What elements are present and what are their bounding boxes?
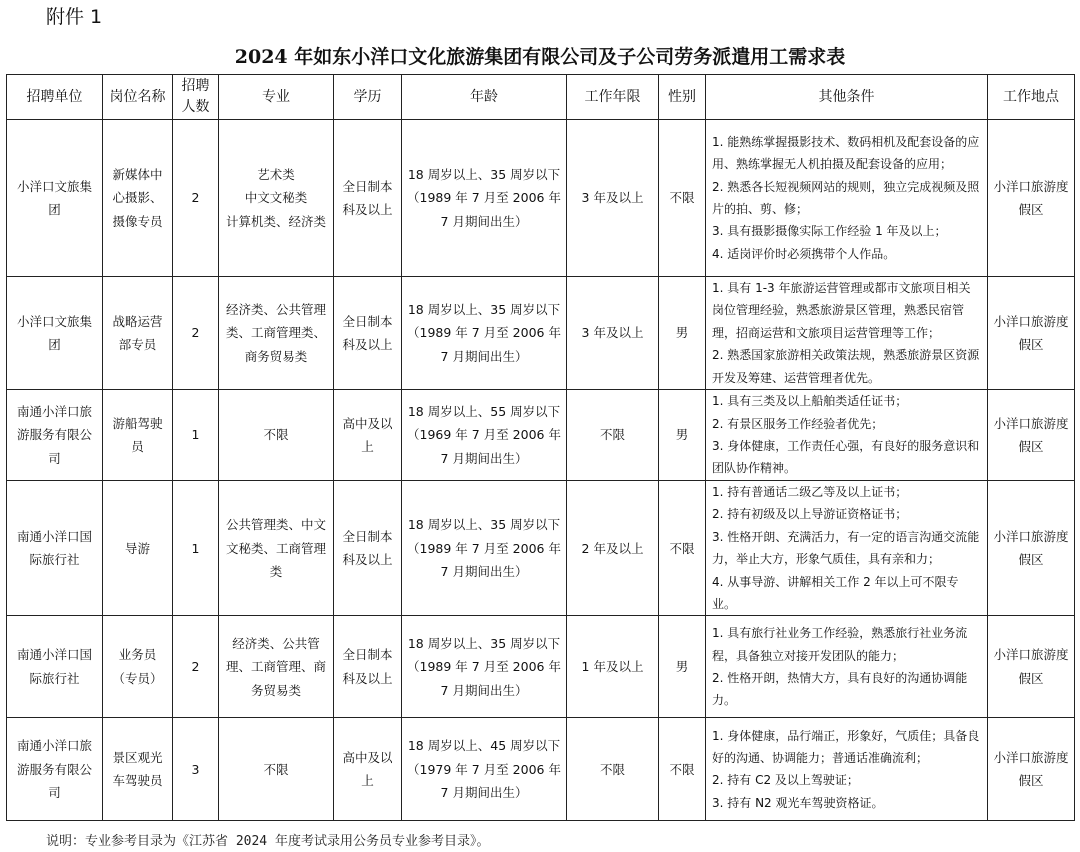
table-row (7, 277, 1075, 390)
table-row (7, 120, 1075, 277)
recruitment-table (6, 74, 1075, 821)
cell-major (219, 718, 334, 821)
major-line: 计算机类、经济类 (225, 213, 326, 229)
header-post: 岗位名称 (103, 75, 173, 120)
cell-count: 1 (173, 390, 219, 481)
cell-age: 18 周岁以上、35 周岁以下（1989 年 7 月至 2006 年 7 月期间出生） (402, 120, 567, 277)
cell-location: 小洋口旅游度假区 (988, 616, 1075, 718)
major-line: 经济类、公共管理类、工商管理类、商务贸易类 (225, 301, 326, 364)
major-line: 公共管理类、中文文秘类、工商管理类 (225, 517, 326, 579)
condition-line: 1. 持有普通话二级乙等及以上证书； (712, 485, 908, 500)
cell-unit: 南通小洋口旅游服务有限公司 (7, 390, 103, 481)
cell-conditions (706, 120, 988, 277)
major-line: 中文文秘类 (244, 190, 308, 206)
cell-conditions (706, 390, 988, 481)
cell-years: 1 年及以上 (567, 616, 659, 718)
cell-conditions (706, 481, 988, 616)
cell-unit: 小洋口文旅集团 (7, 120, 103, 277)
condition-line: 2. 熟悉国家旅游相关政策法规，熟悉旅游景区资源开发及筹建、运营管理者优先。 (712, 348, 980, 385)
header-conditions: 其他条件 (706, 75, 988, 120)
cell-gender: 男 (659, 390, 706, 481)
header-row (7, 75, 1075, 120)
header-major: 专业 (219, 75, 334, 120)
cell-unit: 小洋口文旅集团 (7, 277, 103, 390)
cell-education: 高中及以上 (334, 390, 402, 481)
condition-line: 1. 身体健康，品行端正，形象好，气质佳；具备良好的沟通、协调能力；普通话准确流利； (712, 728, 980, 766)
cell-location: 小洋口旅游度假区 (988, 277, 1075, 390)
cell-location: 小洋口旅游度假区 (988, 481, 1075, 616)
cell-location: 小洋口旅游度假区 (988, 120, 1075, 277)
cell-major (219, 390, 334, 481)
condition-line: 3. 性格开朗、充满活力，有一定的语言沟通交流能力，举止大方，形象气质佳，具有亲和力； (712, 529, 980, 567)
major-line: 经济类、公共管理、工商管理、商务贸易类 (225, 635, 326, 698)
table-row (7, 481, 1075, 616)
cell-count: 1 (173, 481, 219, 616)
cell-conditions (706, 616, 988, 718)
footnote: 说明：专业参考目录为《江苏省 2024 年度考试录用公务员专业参考目录》。 (46, 834, 490, 849)
header-years: 工作年限 (567, 75, 659, 120)
major-line: 不限 (263, 761, 289, 777)
cell-gender: 男 (659, 277, 706, 390)
condition-line: 2. 有景区服务工作经验者优先； (712, 416, 884, 431)
condition-line: 1. 具有三类及以上船舶类适任证书； (712, 394, 908, 409)
major-line: 不限 (263, 427, 289, 443)
condition-line: 1. 具有 1-3 年旅游运营管理或都市文旅项目相关岗位管理经验，熟悉旅游景区管理，熟悉民宿管理，招商运营和文旅项目运营管理等工作； (712, 281, 971, 340)
header-unit: 招聘单位 (7, 75, 103, 120)
cell-unit: 南通小洋口国际旅行社 (7, 481, 103, 616)
condition-line: 4. 从事导游、讲解相关工作 2 年以上可不限专业。 (712, 574, 959, 612)
cell-post: 景区观光车驾驶员 (103, 718, 173, 821)
cell-education: 全日制本科及以上 (334, 277, 402, 390)
cell-education: 全日制本科及以上 (334, 120, 402, 277)
header-location: 工作地点 (988, 75, 1075, 120)
cell-location: 小洋口旅游度假区 (988, 390, 1075, 481)
cell-count: 2 (173, 616, 219, 718)
table-row (7, 390, 1075, 481)
condition-line: 2. 性格开朗，热情大方，具有良好的沟通协调能力。 (712, 670, 968, 708)
major-line: 艺术类 (257, 166, 295, 182)
cell-age: 18 周岁以上、35 周岁以下（1989 年 7 月至 2006 年 7 月期间出生） (402, 616, 567, 718)
cell-years: 3 年及以上 (567, 277, 659, 390)
condition-line: 2. 持有初级及以上导游证资格证书； (712, 507, 908, 522)
cell-age: 18 周岁以上、45 周岁以下（1979 年 7 月至 2006 年 7 月期间出生） (402, 718, 567, 821)
condition-line: 1. 能熟练掌握摄影技术、数码相机及配套设备的应用、熟练掌握无人机拍摄及配套设备的应用； (712, 134, 980, 172)
attachment-label: 附件 1 (46, 6, 103, 28)
cell-unit: 南通小洋口旅游服务有限公司 (7, 718, 103, 821)
cell-post: 战略运营部专员 (103, 277, 173, 390)
cell-major (219, 616, 334, 718)
cell-conditions (706, 718, 988, 821)
cell-years: 2 年及以上 (567, 481, 659, 616)
cell-gender: 不限 (659, 481, 706, 616)
condition-line: 3. 身体健康，工作责任心强，有良好的服务意识和团队协作精神。 (712, 439, 980, 476)
cell-gender: 不限 (659, 718, 706, 821)
page-title: 2024 年如东小洋口文化旅游集团有限公司及子公司劳务派遣用工需求表 (234, 46, 846, 68)
cell-post: 导游 (103, 481, 173, 616)
cell-post: 新媒体中心摄影、摄像专员 (103, 120, 173, 277)
header-count: 招聘人数 (173, 75, 219, 120)
cell-major (219, 277, 334, 390)
condition-line: 3. 持有 N2 观光车驾驶资格证。 (712, 795, 884, 810)
condition-line: 1. 具有旅行社业务工作经验，熟悉旅行社业务流程，具备独立对接开发团队的能力； (712, 626, 968, 663)
cell-post: 业务员（专员） (103, 616, 173, 718)
cell-count: 3 (173, 718, 219, 821)
cell-age: 18 周岁以上、35 周岁以下（1989 年 7 月至 2006 年 7 月期间出生） (402, 277, 567, 390)
condition-line: 4. 适岗评价时必须携带个人作品。 (712, 246, 896, 261)
header-gender: 性别 (659, 75, 706, 120)
cell-post: 游船驾驶员 (103, 390, 173, 481)
cell-gender: 不限 (659, 120, 706, 277)
header-education: 学历 (334, 75, 402, 120)
cell-unit: 南通小洋口国际旅行社 (7, 616, 103, 718)
cell-count: 2 (173, 120, 219, 277)
condition-line: 2. 熟悉各长短视频网站的规则，独立完成视频及照片的拍、剪、修； (712, 179, 980, 216)
cell-education: 全日制本科及以上 (334, 481, 402, 616)
cell-age: 18 周岁以上、55 周岁以下（1969 年 7 月至 2006 年 7 月期间出生） (402, 390, 567, 481)
cell-major (219, 120, 334, 277)
condition-line: 3. 具有摄影摄像实际工作经验 1 年及以上； (712, 224, 947, 239)
header-age: 年龄 (402, 75, 567, 120)
cell-age: 18 周岁以上、35 周岁以下（1989 年 7 月至 2006 年 7 月期间出生） (402, 481, 567, 616)
condition-line: 2. 持有 C2 及以上驾驶证； (712, 773, 859, 788)
cell-education: 高中及以上 (334, 718, 402, 821)
cell-education: 全日制本科及以上 (334, 616, 402, 718)
cell-years: 3 年及以上 (567, 120, 659, 277)
cell-major (219, 481, 334, 616)
cell-years: 不限 (567, 390, 659, 481)
cell-conditions (706, 277, 988, 390)
cell-years: 不限 (567, 718, 659, 821)
table-row (7, 718, 1075, 821)
cell-location: 小洋口旅游度假区 (988, 718, 1075, 821)
table-row (7, 616, 1075, 718)
cell-gender: 男 (659, 616, 706, 718)
cell-count: 2 (173, 277, 219, 390)
